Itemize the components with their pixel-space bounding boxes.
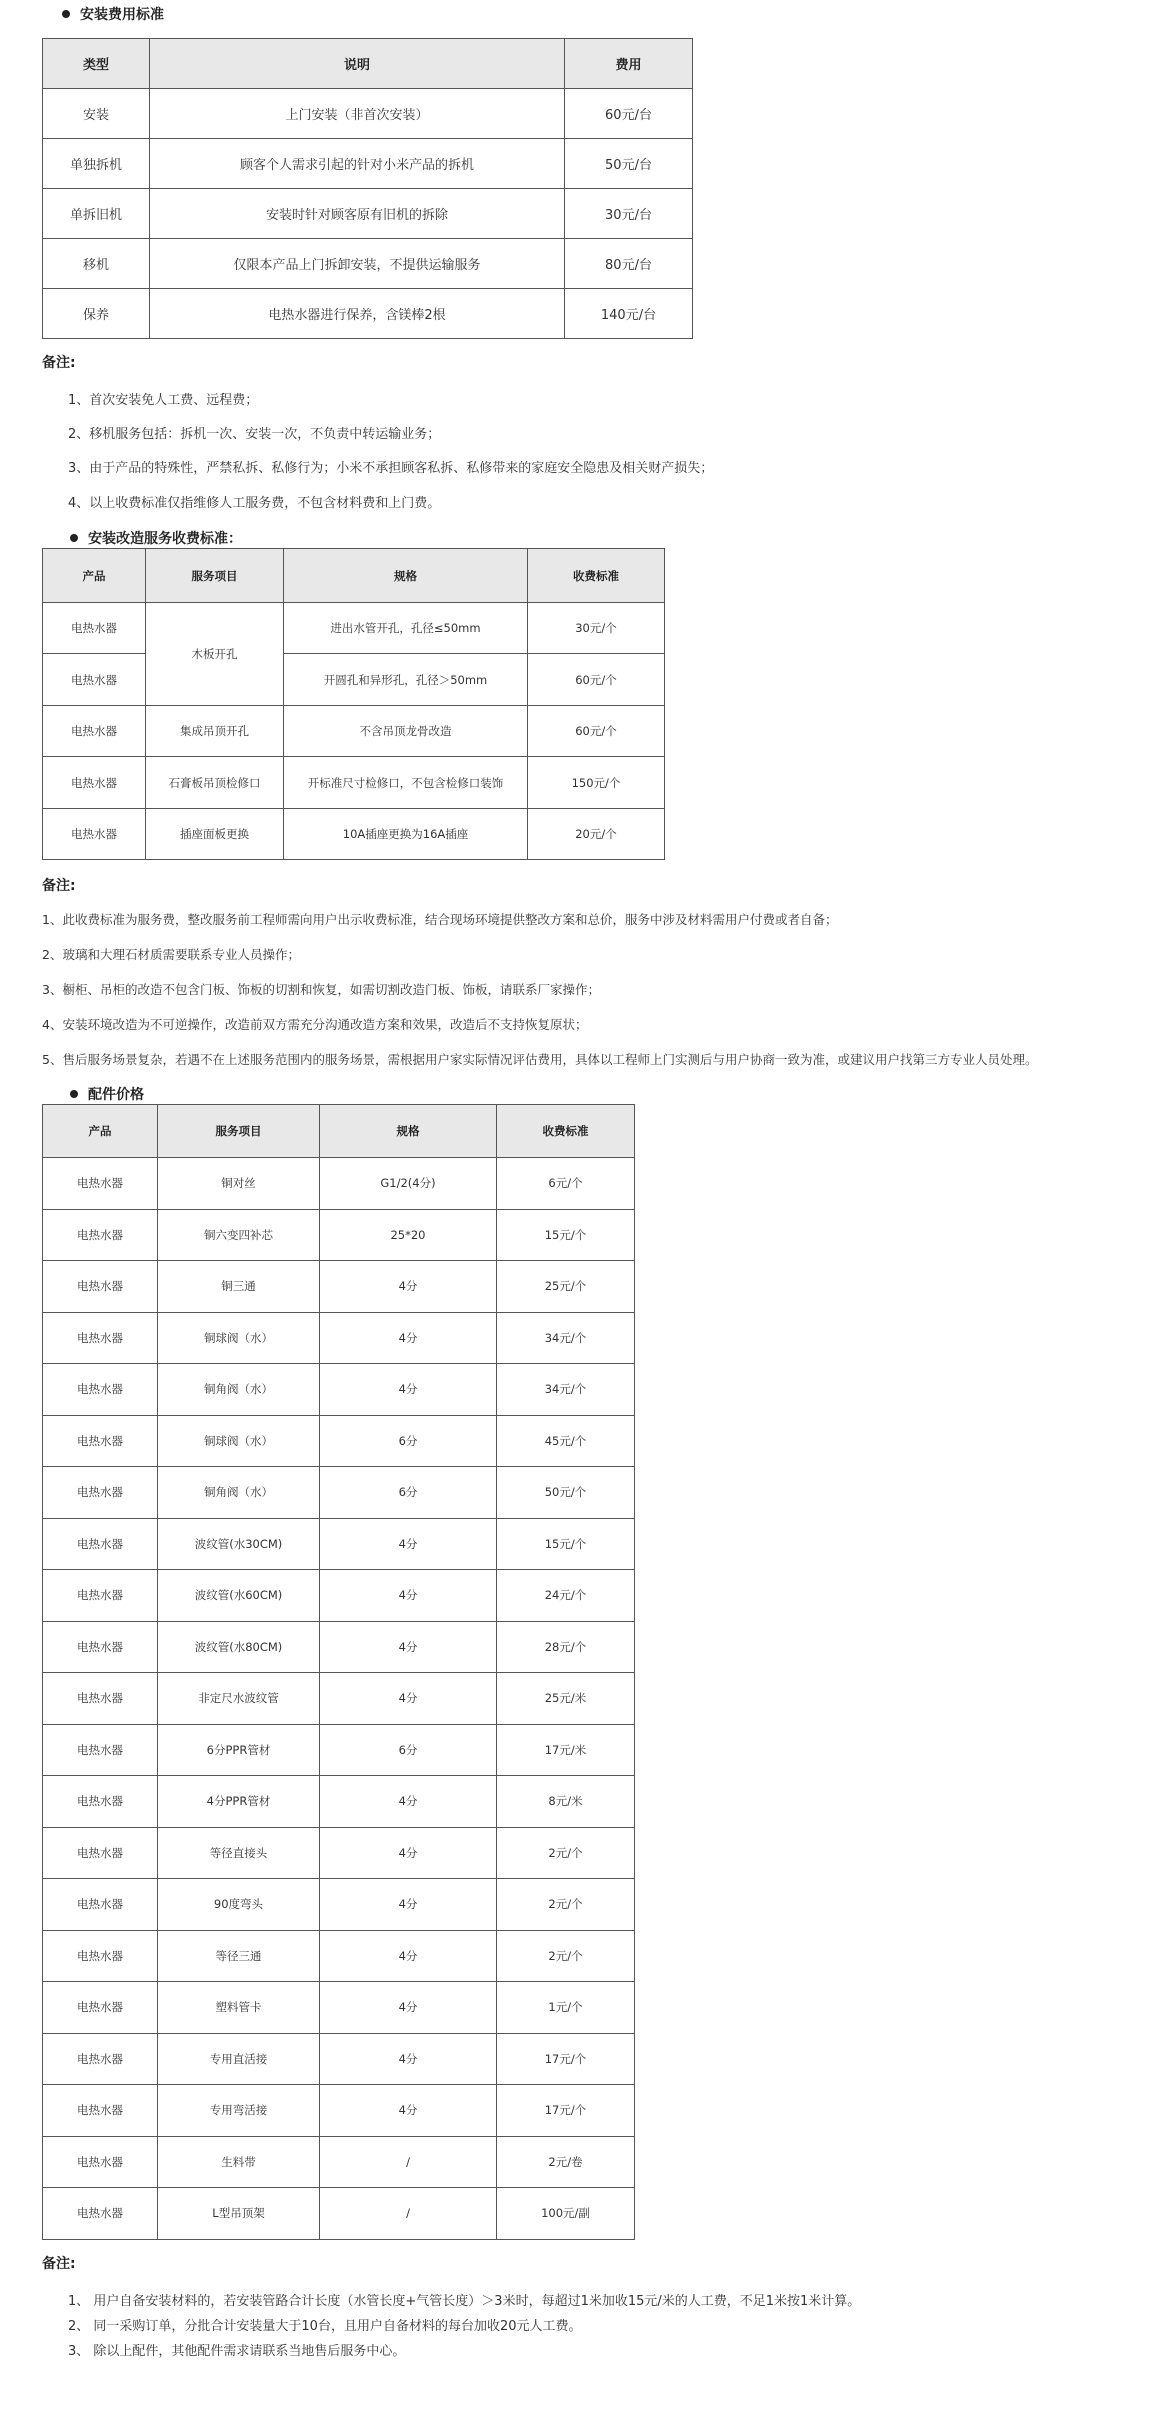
cell-fee: 60元/个 (528, 706, 665, 757)
cell-spec: 不含吊顶龙骨改造 (284, 706, 528, 757)
cell-fee: 28元/个 (497, 1621, 635, 1673)
cell-product: 电热水器 (43, 1209, 158, 1261)
table-row (43, 603, 665, 654)
cell-spec: 开圆孔和异形孔，孔径＞50mm (284, 654, 528, 706)
cell-service: 塑料管卡 (158, 1982, 320, 2034)
cell-product: 电热水器 (43, 1518, 158, 1570)
cell-spec: 4分 (320, 1518, 497, 1570)
cell-type: 保养 (43, 289, 150, 339)
cell-spec: 4分 (320, 1673, 497, 1725)
table-row (43, 706, 665, 757)
cell-spec: / (320, 2188, 497, 2240)
cell-spec: 4分 (320, 1827, 497, 1879)
cell-product: 电热水器 (43, 603, 146, 654)
notes-title-3: 备注: (42, 2256, 76, 2272)
renovation-service-table (42, 548, 665, 860)
cell-product: 电热水器 (43, 1364, 158, 1416)
cell-service: 插座面板更换 (146, 809, 284, 860)
cell-service: 等径三通 (158, 1930, 320, 1982)
cell-product: 电热水器 (43, 1930, 158, 1982)
cell-fee: 50元/个 (497, 1467, 635, 1519)
cell-service: 专用直活接 (158, 2033, 320, 2085)
table-row (43, 89, 693, 139)
cell-spec: 4分 (320, 2033, 497, 2085)
cell-service: 木板开孔 (146, 603, 284, 706)
header-product: 产品 (43, 549, 146, 603)
cell-fee: 2元/个 (497, 1930, 635, 1982)
cell-product: 电热水器 (43, 1621, 158, 1673)
cell-fee: 20元/个 (528, 809, 665, 860)
cell-product: 电热水器 (43, 1673, 158, 1725)
note-item: 4、以上收费标准仅指维修人工服务费，不包含材料费和上门费。 (68, 496, 441, 511)
cell-spec: 6分 (320, 1467, 497, 1519)
cell-type: 单拆旧机 (43, 189, 150, 239)
cell-product: 电热水器 (43, 757, 146, 809)
cell-fee: 15元/个 (497, 1518, 635, 1570)
header-description: 说明 (150, 39, 565, 89)
cell-spec: 4分 (320, 2085, 497, 2137)
cell-description: 上门安装（非首次安装） (150, 89, 565, 139)
cell-fee: 30元/个 (528, 603, 665, 654)
cell-fee: 45元/个 (497, 1415, 635, 1467)
table-row (43, 2085, 635, 2137)
cell-fee: 17元/个 (497, 2085, 635, 2137)
cell-spec: 4分 (320, 1930, 497, 1982)
cell-fee: 25元/米 (497, 1673, 635, 1725)
cell-service: L型吊顶架 (158, 2188, 320, 2240)
cell-product: 电热水器 (43, 2136, 158, 2188)
table-row (43, 2033, 635, 2085)
header-fee: 收费标准 (497, 1105, 635, 1158)
cell-fee: 2元/卷 (497, 2136, 635, 2188)
table-row (43, 1724, 635, 1776)
cell-spec: G1/2(4分) (320, 1158, 497, 1210)
table-row (43, 2136, 635, 2188)
cell-fee: 80元/台 (565, 239, 693, 289)
bullet-dot-icon (62, 10, 70, 18)
cell-service: 非定尺水波纹管 (158, 1673, 320, 1725)
cell-service: 90度弯头 (158, 1879, 320, 1931)
header-type: 类型 (43, 39, 150, 89)
table-row (43, 1209, 635, 1261)
cell-product: 电热水器 (43, 1415, 158, 1467)
header-spec: 规格 (320, 1105, 497, 1158)
table-row (43, 654, 665, 706)
note-item: 2、移机服务包括：拆机一次、安装一次，不负责中转运输业务； (68, 427, 441, 442)
cell-fee: 24元/个 (497, 1570, 635, 1622)
table-header-row (43, 39, 693, 89)
table-row (43, 1312, 635, 1364)
note-item: 1、首次安装免人工费、远程费； (68, 393, 259, 408)
cell-spec: 25*20 (320, 1209, 497, 1261)
cell-service: 铜角阀（水） (158, 1364, 320, 1416)
table-row (43, 2188, 635, 2240)
cell-service: 等径直接头 (158, 1827, 320, 1879)
table-row (43, 1776, 635, 1828)
parts-price-table (42, 1104, 635, 2240)
cell-fee: 34元/个 (497, 1312, 635, 1364)
cell-fee: 34元/个 (497, 1364, 635, 1416)
note-item: 1、此收费标准为服务费，整改服务前工程师需向用户出示收费标准，结合现场环境提供整改方案和总价，服务中涉及材料需用户付费或者自备； (42, 912, 838, 927)
header-service: 服务项目 (146, 549, 284, 603)
cell-service: 铜对丝 (158, 1158, 320, 1210)
cell-fee: 6元/个 (497, 1158, 635, 1210)
cell-service: 波纹管(水60CM) (158, 1570, 320, 1622)
cell-product: 电热水器 (43, 1570, 158, 1622)
cell-spec: 4分 (320, 1261, 497, 1313)
cell-spec: 4分 (320, 1982, 497, 2034)
table-row (43, 1467, 635, 1519)
cell-service: 生料带 (158, 2136, 320, 2188)
cell-service: 6分PPR管材 (158, 1724, 320, 1776)
cell-type: 单独拆机 (43, 139, 150, 189)
cell-product: 电热水器 (43, 706, 146, 757)
cell-product: 电热水器 (43, 2033, 158, 2085)
cell-spec: 4分 (320, 1621, 497, 1673)
cell-product: 电热水器 (43, 1261, 158, 1313)
cell-product: 电热水器 (43, 1982, 158, 2034)
note-item: 3、橱柜、吊柜的改造不包含门板、饰板的切割和恢复，如需切割改造门板、饰板，请联系厂家操作； (42, 982, 600, 997)
cell-description: 顾客个人需求引起的针对小米产品的拆机 (150, 139, 565, 189)
cell-service: 铜六变四补芯 (158, 1209, 320, 1261)
cell-product: 电热水器 (43, 1724, 158, 1776)
cell-fee: 8元/米 (497, 1776, 635, 1828)
cell-product: 电热水器 (43, 1158, 158, 1210)
header-fee: 收费标准 (528, 549, 665, 603)
cell-spec: 4分 (320, 1312, 497, 1364)
notes-title-2: 备注: (42, 878, 76, 894)
table-row (43, 1982, 635, 2034)
cell-description: 仅限本产品上门拆卸安装，不提供运输服务 (150, 239, 565, 289)
table-row (43, 1673, 635, 1725)
cell-fee: 2元/个 (497, 1827, 635, 1879)
section-title-install-fee: 安装费用标准 (62, 4, 164, 24)
install-fee-table (42, 38, 693, 339)
cell-spec: 4分 (320, 1776, 497, 1828)
cell-product: 电热水器 (43, 809, 146, 860)
table-row (43, 1364, 635, 1416)
cell-product: 电热水器 (43, 2188, 158, 2240)
cell-spec: 开标准尺寸检修口，不包含检修口装饰 (284, 757, 528, 809)
cell-service: 铜球阀（水） (158, 1415, 320, 1467)
table-row (43, 139, 693, 189)
cell-description: 电热水器进行保养，含镁棒2根 (150, 289, 565, 339)
table-row (43, 1621, 635, 1673)
cell-service: 铜球阀（水） (158, 1312, 320, 1364)
cell-fee: 17元/米 (497, 1724, 635, 1776)
cell-service: 4分PPR管材 (158, 1776, 320, 1828)
note-item: 3、 除以上配件，其他配件需求请联系当地售后服务中心。 (68, 2344, 406, 2359)
cell-product: 电热水器 (43, 2085, 158, 2137)
table-row (43, 1930, 635, 1982)
cell-service: 专用弯活接 (158, 2085, 320, 2137)
table-row (43, 1158, 635, 1210)
note-item: 4、安装环境改造为不可逆操作，改造前双方需充分沟通改造方案和效果，改造后不支持恢复原状； (42, 1017, 588, 1032)
table-row (43, 1879, 635, 1931)
cell-spec: 6分 (320, 1415, 497, 1467)
cell-service: 铜角阀（水） (158, 1467, 320, 1519)
cell-product: 电热水器 (43, 1312, 158, 1364)
cell-type: 安装 (43, 89, 150, 139)
cell-fee: 15元/个 (497, 1209, 635, 1261)
cell-type: 移机 (43, 239, 150, 289)
table-header-row (43, 549, 665, 603)
cell-product: 电热水器 (43, 654, 146, 706)
table-row (43, 289, 693, 339)
cell-fee: 150元/个 (528, 757, 665, 809)
cell-fee: 50元/台 (565, 139, 693, 189)
table-row (43, 1261, 635, 1313)
cell-service: 铜三通 (158, 1261, 320, 1313)
section-title-parts-price: 配件价格 (70, 1084, 144, 1104)
cell-product: 电热水器 (43, 1827, 158, 1879)
table-row (43, 1570, 635, 1622)
table-row (43, 239, 693, 289)
bullet-dot-icon (70, 1090, 78, 1098)
cell-service: 波纹管(水80CM) (158, 1621, 320, 1673)
cell-fee: 30元/台 (565, 189, 693, 239)
cell-spec: 6分 (320, 1724, 497, 1776)
cell-spec: 4分 (320, 1879, 497, 1931)
header-product: 产品 (43, 1105, 158, 1158)
cell-fee: 60元/台 (565, 89, 693, 139)
cell-spec: 4分 (320, 1570, 497, 1622)
cell-fee: 25元/个 (497, 1261, 635, 1313)
cell-service: 石膏板吊顶检修口 (146, 757, 284, 809)
table-row (43, 1827, 635, 1879)
cell-fee: 140元/台 (565, 289, 693, 339)
cell-fee: 100元/副 (497, 2188, 635, 2240)
cell-spec: 进出水管开孔，孔径≤50mm (284, 603, 528, 654)
table-row (43, 189, 693, 239)
cell-spec: / (320, 2136, 497, 2188)
cell-fee: 2元/个 (497, 1879, 635, 1931)
note-item: 3、由于产品的特殊性，严禁私拆、私修行为；小米不承担顾客私拆、私修带来的家庭安全隐患及相关财产损失； (68, 461, 714, 476)
table-row (43, 1518, 635, 1570)
note-item: 2、玻璃和大理石材质需要联系专业人员操作； (42, 947, 300, 962)
cell-spec: 4分 (320, 1364, 497, 1416)
header-service: 服务项目 (158, 1105, 320, 1158)
cell-product: 电热水器 (43, 1879, 158, 1931)
table-header-row (43, 1105, 635, 1158)
table-row (43, 809, 665, 860)
notes-title-1: 备注: (42, 355, 76, 371)
note-item: 2、 同一采购订单，分批合计安装量大于10台，且用户自备材料的每台加收20元人工费。 (68, 2319, 582, 2334)
section-title-renovation-service: 安装改造服务收费标准： (70, 528, 242, 548)
note-item: 5、售后服务场景复杂，若遇不在上述服务范围内的服务场景，需根据用户家实际情况评估费用，具体以工程师上门实测后与用户协商一致为准，或建议用户找第三方专业人员处理。 (42, 1052, 1038, 1067)
cell-spec: 10A插座更换为16A插座 (284, 809, 528, 860)
cell-fee: 17元/个 (497, 2033, 635, 2085)
cell-product: 电热水器 (43, 1467, 158, 1519)
cell-fee: 1元/个 (497, 1982, 635, 2034)
table-row (43, 1415, 635, 1467)
cell-fee: 60元/个 (528, 654, 665, 706)
cell-service: 波纹管(水30CM) (158, 1518, 320, 1570)
header-spec: 规格 (284, 549, 528, 603)
table-row (43, 757, 665, 809)
note-item: 1、 用户自备安装材料的，若安装管路合计长度（水管长度+气管长度）＞3米时，每超过1米加收15元/米的人工费，不足1米按1米计算。 (68, 2294, 861, 2309)
cell-description: 安装时针对顾客原有旧机的拆除 (150, 189, 565, 239)
cell-product: 电热水器 (43, 1776, 158, 1828)
cell-service: 集成吊顶开孔 (146, 706, 284, 757)
header-fee: 费用 (565, 39, 693, 89)
bullet-dot-icon (70, 534, 78, 542)
